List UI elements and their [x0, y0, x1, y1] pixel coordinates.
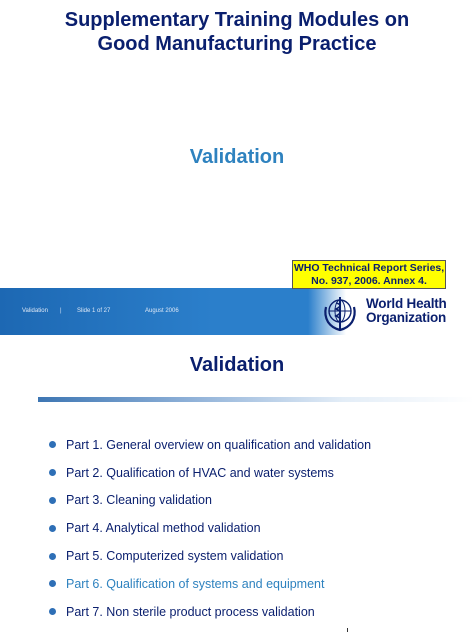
list-item-label: Part 4. Analytical method validation	[66, 521, 261, 536]
reference-line-1: WHO Technical Report Series,	[293, 262, 445, 274]
who-logo-text	[366, 297, 447, 325]
bottom-tick-mark	[347, 628, 348, 632]
topic-list	[49, 431, 371, 626]
who-logo-line-2: Organization	[366, 310, 447, 325]
list-item-label: Part 5. Computerized system validation	[66, 549, 284, 564]
list-item	[49, 459, 371, 487]
slide-title	[0, 8, 474, 56]
contents-title: Validation	[189, 354, 285, 376]
list-item	[49, 431, 371, 459]
footer-date: August 2006	[145, 308, 179, 314]
bullet-icon	[49, 469, 56, 476]
contents-slide	[0, 335, 474, 632]
list-item-label: Part 6. Qualification of systems and equipment	[66, 576, 325, 591]
list-item	[49, 542, 371, 570]
footer-slide-number: Slide 1 of 27	[77, 308, 111, 314]
list-item-label: Part 2. Qualification of HVAC and water systems	[66, 465, 334, 480]
list-item	[49, 514, 371, 542]
who-emblem-icon	[320, 293, 360, 333]
bullet-icon	[49, 441, 56, 448]
bullet-icon	[49, 525, 56, 532]
who-logo-line-1: World Health	[366, 296, 447, 311]
slide-title-line-2: Good Manufacturing Practice	[97, 33, 377, 55]
slide-title-line-1: Supplementary Training Modules on	[64, 9, 410, 31]
list-item-label: Part 1. General overview on qualification and validation	[66, 437, 372, 452]
list-item-label: Part 7. Non sterile product process validation	[66, 604, 315, 619]
list-item-highlighted	[49, 570, 371, 598]
bullet-icon	[49, 608, 56, 615]
bullet-icon	[49, 580, 56, 587]
list-item	[49, 487, 371, 515]
footer-separator: |	[60, 308, 62, 314]
title-divider	[38, 397, 474, 402]
slide-subtitle: Validation	[189, 146, 285, 168]
bullet-icon	[49, 553, 56, 560]
footer-module: Validation	[22, 308, 48, 314]
list-item-label: Part 3. Cleaning validation	[66, 493, 212, 508]
bullet-icon	[49, 497, 56, 504]
reference-line-2: No. 937, 2006. Annex 4.	[311, 275, 427, 287]
reference-box	[292, 260, 446, 289]
list-item	[49, 598, 371, 626]
